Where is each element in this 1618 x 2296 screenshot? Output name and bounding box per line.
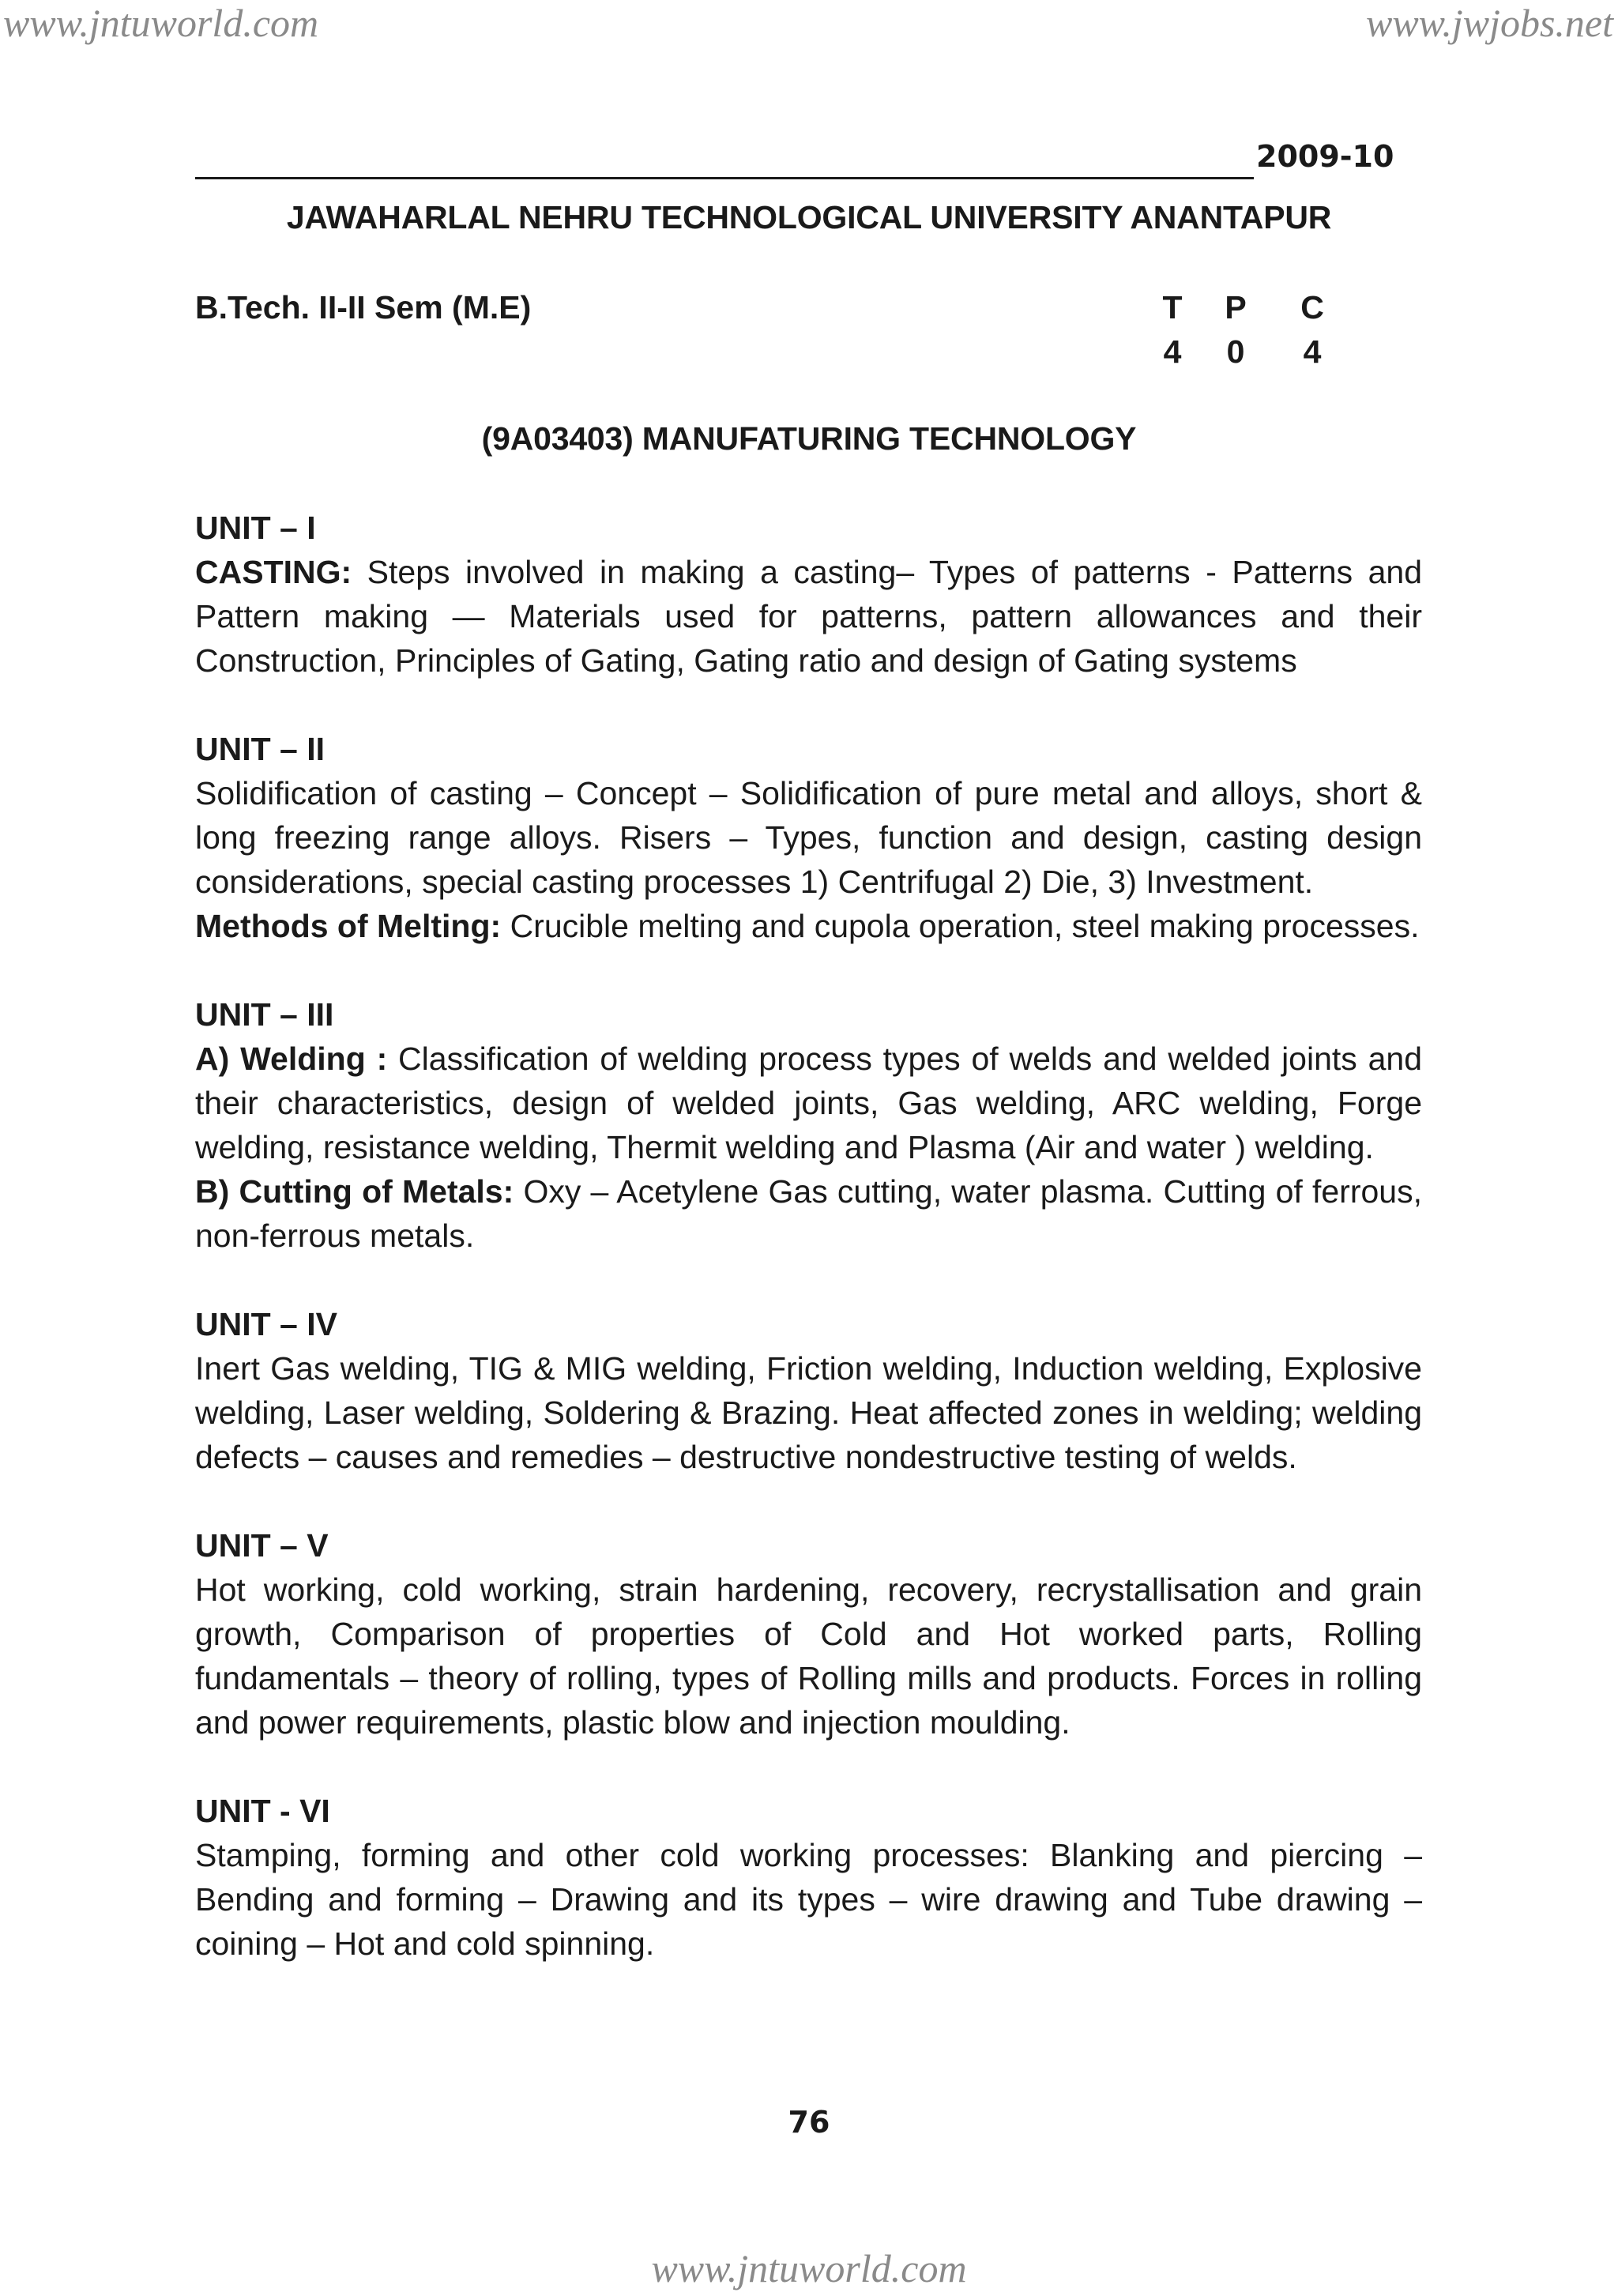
syllabus-content xyxy=(195,506,1422,1966)
unit-2-body: Solidification of casting – Concept – Solidification of pure metal and alloys, short & long freezing range alloys. Risers – Types, function and design, casting design considerations, special casting processes 1) Centrifugal 2) Die, 3) Investment. xyxy=(195,775,1422,900)
unit-1-heading: UNIT – I xyxy=(195,510,316,546)
unit-6-heading: UNIT - VI xyxy=(195,1793,330,1829)
unit-4-heading: UNIT – IV xyxy=(195,1306,337,1342)
unit-1-text: Steps involved in making a casting– Types of patterns - Patterns and Pattern making — Materials used for patterns, pattern allowances and their Construction, Principles of Gating, Gating ratio and design of Gating systems xyxy=(195,554,1422,679)
tpc-value-p: 0 xyxy=(1226,333,1245,370)
header-rule xyxy=(195,177,1254,179)
watermark-top-left: www.jntuworld.com xyxy=(3,1,319,45)
watermark-bottom: www.jntuworld.com xyxy=(651,2246,967,2290)
tpc-header-c: C xyxy=(1300,289,1324,326)
unit-3-label-2: B) Cutting of Metals: xyxy=(195,1173,514,1210)
unit-1-body xyxy=(195,550,1422,683)
tpc-value-c: 4 xyxy=(1303,333,1322,370)
unit-3-body xyxy=(195,1037,1422,1169)
page-number: 76 xyxy=(788,2105,830,2140)
unit-2-label: Methods of Melting: xyxy=(195,908,502,944)
academic-year: 2009-10 xyxy=(1256,139,1394,174)
unit-5-body: Hot working, cold working, strain hardening, recovery, recrystallisation and grain growth, Comparison of properties of Cold and Hot worked parts, Rolling fundamentals – theory of rolling, types of Rolling mills and products. Forces in rolling and power requirements, plastic blow and injection moulding. xyxy=(195,1571,1422,1741)
tpc-header-t: T xyxy=(1162,289,1183,326)
unit-4-body: Inert Gas welding, TIG & MIG welding, Friction welding, Induction welding, Explosive welding, Laser welding, Soldering & Brazing. Heat affected zones in welding; welding defects – causes and remedies – destructive nondestructive testing of welds. xyxy=(195,1350,1422,1475)
unit-5-heading: UNIT – V xyxy=(195,1527,329,1564)
tpc-header-p: P xyxy=(1225,289,1247,326)
unit-1-label: CASTING: xyxy=(195,554,352,590)
unit-3-text: Classification of welding process types of welds and welded joints and their characteristics, design of welded joints, Gas welding, ARC welding, Forge welding, resistance welding, Thermit welding and Plasma (Air and water ) welding. xyxy=(195,1041,1423,1165)
unit-6-body: Stamping, forming and other cold working processes: Blanking and piercing – Bending and forming – Drawing and its types – wire drawing and Tube drawing – coining – Hot and cold spinning. xyxy=(195,1837,1422,1962)
unit-2-heading: UNIT – II xyxy=(195,731,325,767)
subject-title: (9A03403) MANUFATURING TECHNOLOGY xyxy=(481,420,1137,457)
unit-2-body-2 xyxy=(195,904,1422,948)
unit-3-text-2: Oxy – Acetylene Gas cutting, water plasma. Cutting of ferrous, non-ferrous metals. xyxy=(195,1173,1422,1254)
tpc-value-t: 4 xyxy=(1163,333,1182,370)
watermark-top-right: www.jwjobs.net xyxy=(1365,1,1613,45)
unit-3-heading: UNIT – III xyxy=(195,996,334,1033)
unit-3-body-2 xyxy=(195,1169,1422,1258)
unit-2-text-2: Crucible melting and cupola operation, steel making processes. xyxy=(501,908,1420,944)
unit-3-label: A) Welding : xyxy=(195,1041,388,1077)
university-name: JAWAHARLAL NEHRU TECHNOLOGICAL UNIVERSITY ANANTAPUR xyxy=(286,199,1332,235)
course-label: B.Tech. II-II Sem (M.E) xyxy=(195,289,532,326)
